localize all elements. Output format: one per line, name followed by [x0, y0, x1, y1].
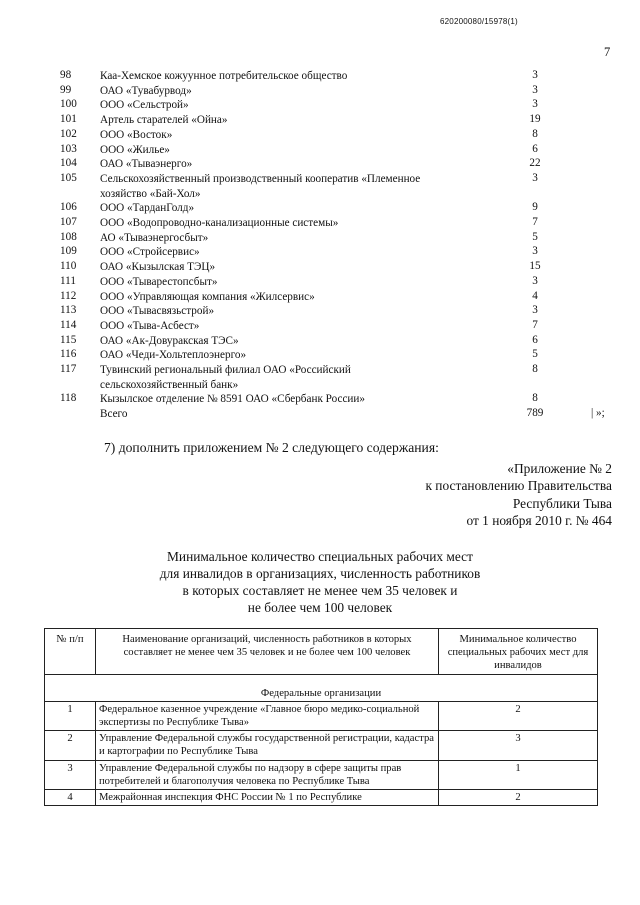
- item-value: 3: [532, 245, 538, 258]
- item-name: ОАО «Ак-Довуракская ТЭС»: [100, 334, 239, 347]
- item-number: 99: [60, 83, 72, 96]
- row-min-places: 1: [439, 760, 598, 789]
- item-number: 114: [60, 318, 77, 331]
- item-value: 3: [532, 304, 538, 317]
- item-value: 9: [532, 201, 538, 214]
- list-item: [60, 216, 580, 231]
- list-item: [60, 334, 580, 349]
- header-min-places: Минимальное количество специальных рабочих мест для инвалидов: [439, 629, 598, 675]
- item-value: 7: [532, 318, 538, 331]
- item-name: ООО «Тыва-Асбест»: [100, 319, 200, 332]
- item-value: 8: [532, 127, 538, 140]
- item-name: ООО «Жилье»: [100, 143, 170, 156]
- list-item: [60, 98, 580, 113]
- list-item: [60, 319, 580, 334]
- item-number: 109: [60, 245, 77, 258]
- document-id: 620200080/15978(1): [440, 17, 518, 26]
- table-header-row: [45, 629, 598, 675]
- appendix-header: [352, 460, 612, 529]
- item-value: 3: [532, 69, 538, 81]
- item-name: Каа-Хемское кожуунное потребительское общество: [100, 70, 348, 82]
- row-name: Управление Федеральной службы государственной регистрации, кадастра и картографии по Республике Тыва: [96, 731, 439, 760]
- list-item: [60, 245, 580, 260]
- list-item: [60, 157, 580, 172]
- item-value: 6: [532, 142, 538, 155]
- item-name: Артель старателей «Ойна»: [100, 114, 228, 127]
- page-number: 7: [604, 45, 611, 59]
- appendix-line: от 1 ноября 2010 г. № 464: [466, 512, 612, 528]
- row-name: Управление Федеральной службы по надзору в сфере защиты прав потребителей и благополучия человека по Республике Тыва: [96, 760, 439, 789]
- row-number: 1: [45, 701, 96, 730]
- item-value: 19: [529, 113, 541, 126]
- item-name: ОАО «Чеди-Хольтеплоэнерго»: [100, 349, 247, 362]
- row-number: 2: [45, 731, 96, 760]
- table-row: [45, 790, 598, 806]
- item-number: 104: [60, 157, 77, 170]
- item-number: 110: [60, 260, 77, 273]
- title-line: в которых составляет не менее чем 35 человек и: [182, 583, 458, 598]
- total-label: Всего: [100, 408, 128, 421]
- title-line: Минимальное количество специальных рабочих мест: [167, 549, 473, 564]
- header-num: № п/п: [45, 629, 96, 675]
- item-number: 118: [60, 392, 77, 405]
- list-item: [60, 304, 580, 319]
- item-number: 107: [60, 216, 77, 229]
- item-name: ООО «Управляющая компания «Жилсервис»: [100, 290, 315, 303]
- item-name: ООО «Водопроводно-канализационные системы»: [100, 217, 339, 230]
- item-name: ООО «Стройсервис»: [100, 246, 200, 259]
- list-item: [60, 275, 580, 290]
- list-item: [60, 143, 580, 158]
- item-number: 105: [60, 171, 77, 184]
- item-name: Тувинский региональный филиал ОАО «Российский сельскохозяйственный банк»: [100, 364, 351, 391]
- item-number: 101: [60, 113, 77, 126]
- table-row: [45, 731, 598, 760]
- item-value: 5: [532, 348, 538, 361]
- appendix-line: «Приложение № 2: [507, 461, 612, 476]
- list-item: [60, 172, 580, 201]
- item-value: 3: [532, 171, 538, 184]
- item-value: 8: [532, 363, 538, 376]
- item-number: 111: [60, 274, 76, 287]
- item-number: 116: [60, 348, 77, 361]
- item-value: 8: [532, 392, 538, 405]
- row-min-places: 3: [439, 731, 598, 760]
- row-min-places: 2: [439, 701, 598, 730]
- document-title: [110, 548, 530, 616]
- item-name: ООО «Тыварестопсбыт»: [100, 275, 218, 288]
- appendix-line: Республики Тыва: [512, 495, 612, 511]
- total-tail: | »;: [591, 407, 605, 420]
- list-item: [60, 128, 580, 143]
- item-name: ООО «ТарданГолд»: [100, 202, 195, 215]
- item-number: 98: [60, 69, 72, 81]
- table-row: [45, 701, 598, 730]
- list-item: [60, 69, 580, 84]
- item-value: 3: [532, 274, 538, 287]
- item-value: 3: [532, 98, 538, 111]
- row-min-places: 2: [439, 790, 598, 806]
- item-name: АО «Тываэнергосбыт»: [100, 231, 209, 244]
- item-name: ОАО «Тываэнерго»: [100, 158, 193, 171]
- item-value: 3: [532, 83, 538, 96]
- item-number: 112: [60, 289, 77, 302]
- table-row: [45, 760, 598, 789]
- item-number: 115: [60, 333, 77, 346]
- item-name: ООО «Восток»: [100, 128, 173, 141]
- amendment-paragraph: 7) дополнить приложением № 2 следующего содержания:: [104, 440, 439, 455]
- item-name: ОАО «Тувабурвод»: [100, 84, 192, 97]
- list-item: [60, 290, 580, 305]
- item-name: ОАО «Кызылская ТЭЦ»: [100, 261, 216, 274]
- item-number: 100: [60, 98, 77, 111]
- appendix-line: к постановлению Правительства: [425, 478, 612, 494]
- organization-list: [60, 69, 605, 422]
- row-number: 4: [45, 790, 96, 806]
- title-line: для инвалидов в организациях, численность работников: [159, 566, 481, 581]
- list-item: [60, 363, 580, 392]
- list-item: [60, 201, 580, 216]
- item-number: 117: [60, 363, 77, 376]
- header-name: Наименование организаций, численность работников в которых составляет не менее чем 35 человек и не более чем 100 человек: [96, 629, 439, 675]
- item-number: 103: [60, 142, 77, 155]
- row-number: 3: [45, 760, 96, 789]
- item-name: ООО «Тывасвязьстрой»: [100, 305, 215, 318]
- item-value: 4: [532, 289, 538, 302]
- item-value: 22: [529, 157, 541, 170]
- row-name: Федеральное казенное учреждение «Главное бюро медико-социальной экспертизы по Республике Тыва»: [96, 701, 439, 730]
- item-name: ООО «Сельстрой»: [100, 99, 189, 112]
- title-line: не более чем 100 человек: [247, 600, 393, 615]
- row-name: Межрайонная инспекция ФНС России № 1 по Республике: [96, 790, 439, 806]
- item-value: 5: [532, 230, 538, 243]
- list-item: [60, 260, 580, 275]
- item-value: 15: [529, 260, 541, 273]
- item-number: 102: [60, 127, 77, 140]
- section-row: [45, 674, 598, 701]
- item-name: Сельскохозяйственный производственный кооператив «Племенное хозяйство «Бай-Хол»: [100, 172, 421, 200]
- section-title: Федеральные организации: [45, 674, 598, 701]
- item-number: 106: [60, 201, 77, 214]
- organizations-table: [44, 628, 598, 806]
- list-item: [60, 392, 580, 407]
- item-value: 7: [532, 216, 538, 229]
- list-item: [60, 113, 580, 128]
- item-number: 113: [60, 304, 77, 317]
- total-row: [60, 407, 605, 422]
- list-item: [60, 231, 580, 246]
- list-item: [60, 348, 580, 363]
- item-number: 108: [60, 230, 77, 243]
- list-item: [60, 84, 580, 99]
- item-name: Кызылское отделение № 8591 ОАО «Сбербанк России»: [100, 393, 366, 406]
- item-value: 6: [532, 333, 538, 346]
- total-value: 789: [526, 407, 544, 420]
